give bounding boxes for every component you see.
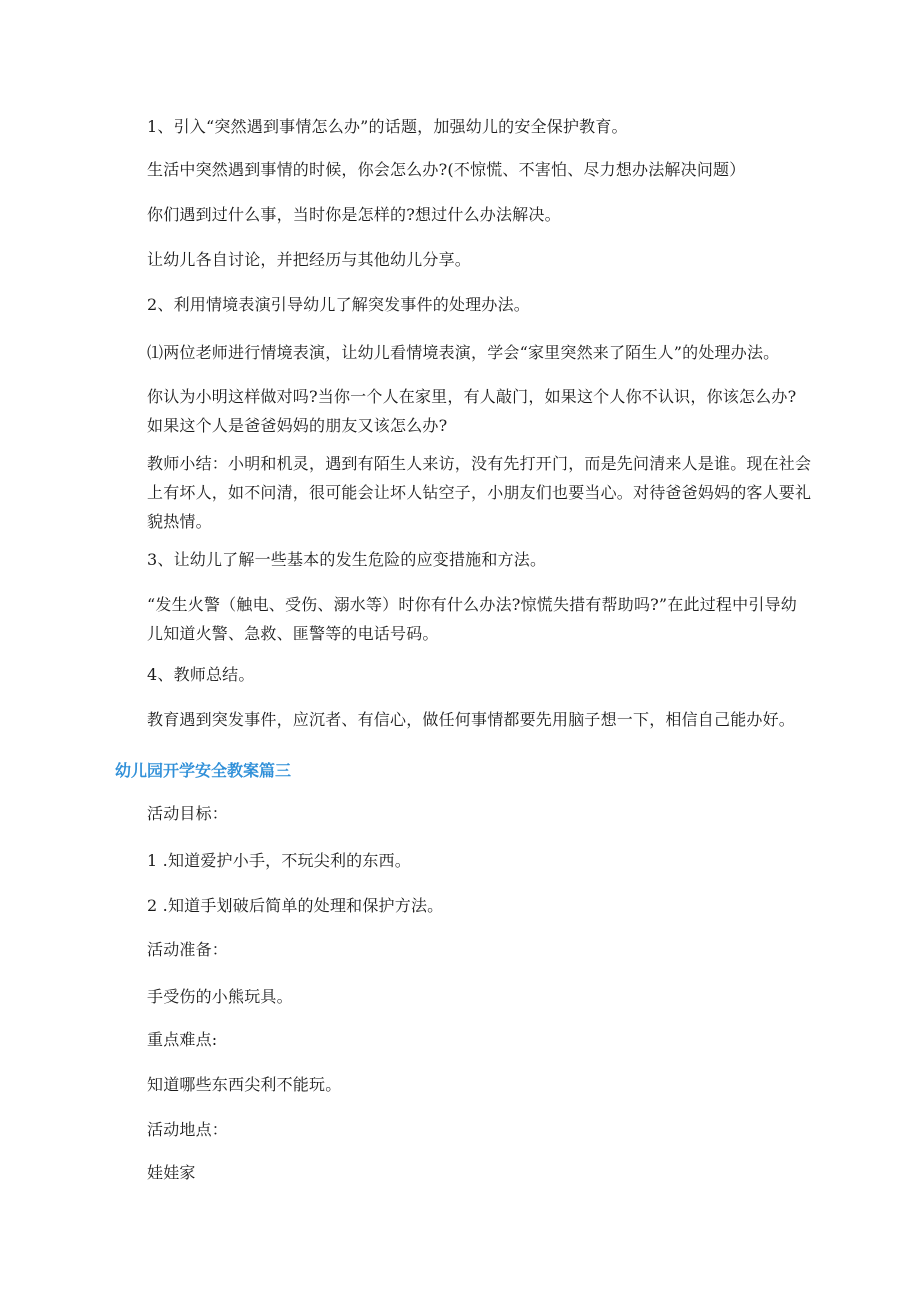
- step1-heading: 1、引入“突然遇到事情怎么办”的话题，加强幼儿的安全保护教育。: [147, 117, 628, 136]
- step4-text: 教育遇到突发事件，应沉者、有信心，做任何事情都要先用脑子想一下，相信自己能办好。: [147, 710, 796, 729]
- step3-heading: 3、让幼儿了解一些基本的发生危险的应变措施和方法。: [147, 550, 547, 569]
- step3-question: “发生火警（触电、受伤、溺水等）时你有什么办法?惊慌失措有帮助吗?”在此过程中引导幼儿知道火警、急救、匪警等的电话号码。: [147, 595, 797, 643]
- goal-label: 活动目标：: [147, 804, 229, 823]
- step1-question-3: 让幼儿各自讨论，并把经历与其他幼儿分享。: [147, 250, 472, 269]
- step4-heading: 4、教师总结。: [147, 665, 255, 684]
- goal-item-1: 1 .知道爱护小手，不玩尖利的东西。: [147, 851, 411, 870]
- key-label: 重点难点:: [147, 1030, 218, 1049]
- step2-roleplay: ⑴两位老师进行情境表演，让幼儿看情境表演，学会“家里突然来了陌生人”的处理办法。: [147, 343, 780, 362]
- key-text: 知道哪些东西尖利不能玩。: [147, 1075, 342, 1094]
- place-label: 活动地点：: [147, 1120, 229, 1139]
- goal-item-2: 2 .知道手划破后简单的处理和保护方法。: [147, 896, 444, 915]
- step2-question: 你认为小明这样做对吗?当你一个人在家里，有人敲门，如果这个人你不认识，你该怎么办?如果这个人是爸爸妈妈的朋友又该怎么办?: [147, 387, 797, 435]
- step2-heading: 2、利用情境表演引导幼儿了解突发事件的处理办法。: [147, 295, 530, 314]
- prep-text: 手受伤的小熊玩具。: [147, 987, 293, 1006]
- step1-question-1: 生活中突然遇到事情的时候，你会怎么办?(不惊慌、不害怕、尽力想办法解决问题）: [147, 160, 746, 179]
- step2-teacher-summary: 教师小结：小明和机灵，遇到有陌生人来访，没有先打开门，而是先问清来人是谁。现在社会上有坏人，如不问清，很可能会让坏人钻空子，小朋友们也要当心。对待爸爸妈妈的客人要礼貌热情。: [147, 454, 812, 531]
- prep-label: 活动准备：: [147, 940, 229, 959]
- place-text: 娃娃家: [147, 1163, 196, 1182]
- section-title: 幼儿园开学安全教案篇三: [115, 761, 292, 780]
- step1-question-2: 你们遇到过什么事，当时你是怎样的?想过什么办法解决。: [147, 205, 561, 224]
